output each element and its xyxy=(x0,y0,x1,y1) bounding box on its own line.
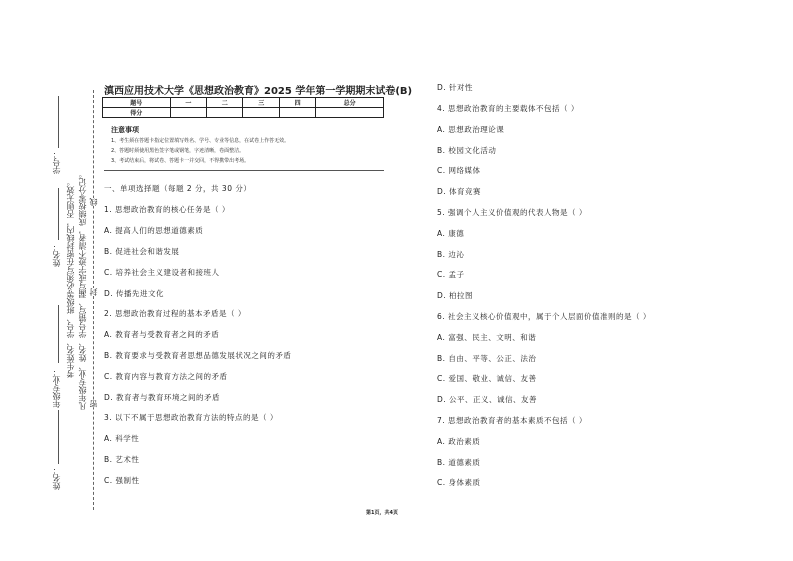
option-line: A. 教育者与受教育者之间的矛盾 xyxy=(104,330,220,339)
binding-notice-line1: 考生姓名、学号、班级等必须写在密封线内，否则无效。 xyxy=(66,178,75,378)
question-line: 4. 思想政治教育的主要载体不包括（ ） xyxy=(437,104,579,113)
option-line: A. 政治素质 xyxy=(437,437,481,446)
name-underline-bottom xyxy=(58,410,59,464)
option-line: A. 康德 xyxy=(437,229,465,238)
page-number: 第1页，共4页 xyxy=(366,510,398,516)
option-line: C. 身体素质 xyxy=(437,478,481,487)
score-table-header: 二 xyxy=(207,98,243,108)
option-line: C. 网络媒体 xyxy=(437,166,481,175)
option-line: B. 教育要求与受教育者思想品德发展状况之间的矛盾 xyxy=(104,351,292,360)
name-label-top: 姓名： xyxy=(52,243,61,267)
question-line: 5. 强调个人主义价值观的代表人物是（ ） xyxy=(437,208,587,217)
score-table-header: 总分 xyxy=(316,98,384,108)
option-line: D. 柏拉图 xyxy=(437,291,474,300)
score-table-header: 四 xyxy=(279,98,315,108)
question-line: 3. 以下不属于思想政治教育方法的特点的是（ ） xyxy=(104,413,278,422)
option-line: D. 针对性 xyxy=(437,83,474,92)
option-line: A. 思想政治理论课 xyxy=(437,125,505,134)
student-id-underline xyxy=(58,96,59,148)
notice-title: 注意事项 xyxy=(111,126,139,134)
score-table-header-row xyxy=(103,98,384,108)
score-table-score-row xyxy=(103,108,384,118)
option-line: C. 教育内容与教育方法之间的矛盾 xyxy=(104,372,228,381)
score-table-header: 题号 xyxy=(103,98,171,108)
score-table-header: 一 xyxy=(170,98,206,108)
score-cell xyxy=(279,108,315,118)
question-line: 2. 思想政治教育过程的基本矛盾是（ ） xyxy=(104,309,246,318)
option-line: B. 边沁 xyxy=(437,250,465,259)
option-line: D. 公平、正义、诚信、友善 xyxy=(437,395,538,404)
notice-item: 2、答题时须使用黑色签字笔或钢笔，字迹清晰，卷面整洁。 xyxy=(111,148,245,154)
name-underline-top xyxy=(58,188,59,240)
option-line: B. 艺术性 xyxy=(104,455,140,464)
score-cell xyxy=(170,108,206,118)
option-line: A. 提高人们的思想道德素质 xyxy=(104,226,204,235)
option-line: D. 传播先进文化 xyxy=(104,289,165,298)
option-line: A. 科学性 xyxy=(104,434,140,443)
seal-char-mi: 密 xyxy=(89,400,98,408)
seal-char-feng: 封 xyxy=(89,288,98,296)
option-line: D. 体育竞赛 xyxy=(437,187,482,196)
option-line: C. 强制性 xyxy=(104,476,140,485)
section-divider xyxy=(104,170,384,171)
score-table-header: 三 xyxy=(243,98,279,108)
question-line: 1. 思想政治教育的核心任务是（ ） xyxy=(104,205,230,214)
score-cell xyxy=(207,108,243,118)
binding-notice-line2: 凡年级专业、姓名、学号错写、漏写或字迹不清者，成绩按零分记。 xyxy=(78,170,87,410)
student-id-label: 学号： xyxy=(52,150,61,174)
section-heading: 一、单项选择题（每题 2 分，共 30 分） xyxy=(104,184,252,193)
major-underline xyxy=(58,305,59,363)
option-line: B. 自由、平等、公正、法治 xyxy=(437,354,537,363)
option-line: B. 促进社会和谐发展 xyxy=(104,247,180,256)
score-cell xyxy=(243,108,279,118)
question-line: 7. 思想政治教育者的基本素质不包括（ ） xyxy=(437,416,587,425)
option-line: B. 道德素质 xyxy=(437,458,481,467)
exam-title: 滇西应用技术大学《思想政治教育》2025 学年第一学期期末试卷(B) xyxy=(104,86,413,97)
major-label: 年级专业： xyxy=(52,368,61,408)
name-label-bottom: 姓名： xyxy=(52,466,61,490)
score-row-label: 得分 xyxy=(103,108,171,118)
option-line: C. 培养社会主义建设者和接班人 xyxy=(104,268,220,277)
notice-item: 3、考试结束后，将试卷、答题卡一并交回，不得携带出考场。 xyxy=(111,158,250,164)
score-cell xyxy=(316,108,384,118)
option-line: A. 富强、民主、文明、和谐 xyxy=(437,333,537,342)
option-line: C. 孟子 xyxy=(437,270,465,279)
score-table xyxy=(102,97,384,118)
seal-char-xian: 线 xyxy=(89,198,98,206)
question-line: 6. 社会主义核心价值观中，属于个人层面价值准则的是（ ） xyxy=(437,312,651,321)
option-line: D. 教育者与教育环境之间的矛盾 xyxy=(104,393,221,402)
option-line: C. 爱国、敬业、诚信、友善 xyxy=(437,374,537,383)
notice-item: 1、考生须在答题卡指定位置填写姓名、学号、专业等信息，在试卷上作答无效。 xyxy=(111,138,290,144)
seal-line xyxy=(93,90,94,510)
option-line: B. 校园文化活动 xyxy=(437,146,497,155)
